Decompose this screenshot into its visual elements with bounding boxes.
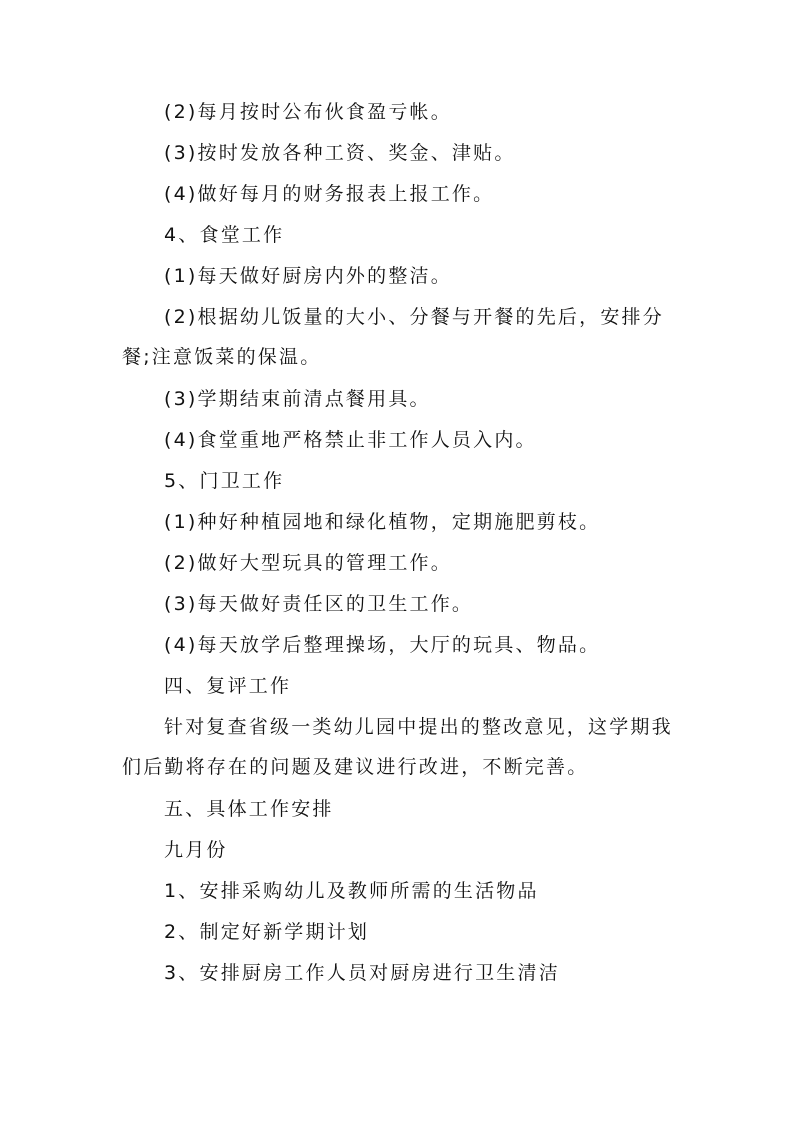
paragraph-salary-payment: (3)按时发放各种工资、奖金、津贴。 <box>164 142 516 164</box>
section-review-work: 四、复评工作 <box>164 675 292 697</box>
paragraph-september: 九月份 <box>164 839 228 861</box>
paragraph-budget-report: (2)每月按时公布伙食盈亏帐。 <box>164 101 452 123</box>
paragraph-kitchen-cleaning: 3、安排厨房工作人员对厨房进行卫生清洁 <box>164 962 560 984</box>
section-canteen-work: 4、食堂工作 <box>164 224 285 246</box>
section-guard-work: 5、门卫工作 <box>164 470 285 492</box>
paragraph-meal-distribution: (2)根据幼儿饭量的大小、分餐与开餐的先后，安排分餐;注意饭菜的保温。 <box>122 306 664 368</box>
paragraph-garden-care: (1)种好种植园地和绿化植物，定期施肥剪枝。 <box>164 511 601 533</box>
section-work-schedule: 五、具体工作安排 <box>164 798 334 820</box>
paragraph-review-improvement: 针对复查省级一类幼儿园中提出的整改意见，这学期我们后勤将存在的问题及建议进行改进，不断完善。 <box>122 716 673 778</box>
paragraph-playground-cleanup: (4)每天放学后整理操场，大厅的玩具、物品。 <box>164 634 601 656</box>
paragraph-utensil-check: (3)学期结束前清点餐用具。 <box>164 388 431 410</box>
paragraph-semester-plan: 2、制定好新学期计划 <box>164 921 370 943</box>
paragraph-financial-report: (4)做好每月的财务报表上报工作。 <box>164 183 495 205</box>
paragraph-canteen-access: (4)食堂重地严格禁止非工作人员入内。 <box>164 429 537 451</box>
paragraph-area-hygiene: (3)每天做好责任区的卫生工作。 <box>164 593 474 615</box>
paragraph-toy-management: (2)做好大型玩具的管理工作。 <box>164 552 452 574</box>
paragraph-kitchen-cleanliness: (1)每天做好厨房内外的整洁。 <box>164 265 452 287</box>
paragraph-procurement: 1、安排采购幼儿及教师所需的生活物品 <box>164 880 539 902</box>
